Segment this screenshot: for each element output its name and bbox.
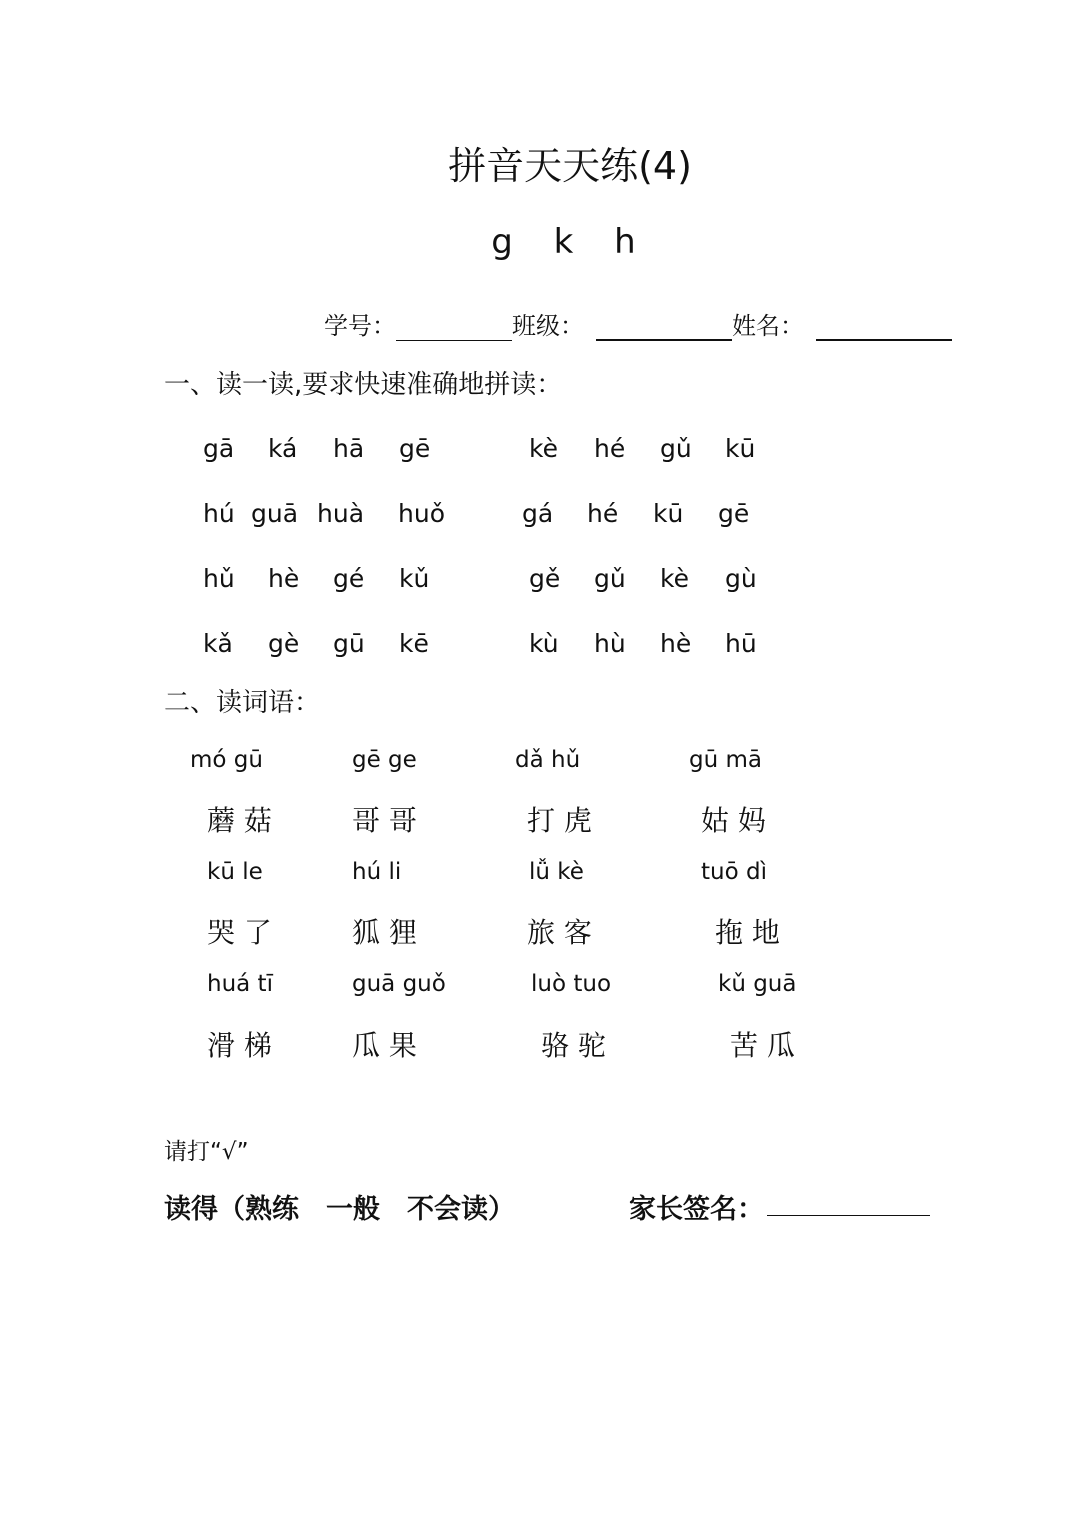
- pinyin-syllable: kū: [725, 434, 756, 463]
- pinyin-syllable: hé: [587, 499, 619, 528]
- pinyin-syllable: gā: [203, 434, 235, 463]
- word-pinyin: dǎ hǔ: [515, 747, 581, 773]
- pinyin-syllable: hè: [268, 564, 300, 593]
- word-hanzi: 狐 狸: [352, 916, 417, 949]
- pinyin-syllable: hé: [594, 434, 626, 463]
- word-hanzi: 姑 妈: [701, 804, 766, 837]
- pinyin-syllable: huǒ: [398, 499, 445, 528]
- letters-subtitle: g k h: [491, 222, 636, 262]
- word-hanzi: 哭 了: [207, 916, 272, 949]
- pinyin-syllable: guā: [251, 499, 299, 528]
- pinyin-syllable: gé: [333, 564, 365, 593]
- word-pinyin: huá tī: [207, 971, 273, 997]
- word-pinyin: hú li: [352, 859, 402, 885]
- word-hanzi: 蘑 菇: [207, 804, 272, 837]
- pinyin-syllable: gǔ: [594, 564, 626, 593]
- word-pinyin: luò tuo: [531, 971, 612, 997]
- pinyin-syllable: kè: [660, 564, 689, 593]
- pinyin-syllable: gè: [268, 629, 300, 658]
- word-pinyin: gū mā: [689, 747, 762, 773]
- pinyin-syllable: hū: [725, 629, 757, 658]
- class-label: 班级：: [512, 312, 584, 340]
- pinyin-syllable: kǔ: [399, 564, 430, 593]
- word-pinyin: gē ge: [352, 747, 417, 773]
- pinyin-syllable: kū: [653, 499, 684, 528]
- word-hanzi: 瓜 果: [352, 1029, 417, 1062]
- pinyin-syllable: kē: [399, 629, 429, 658]
- pinyin-syllable: hè: [660, 629, 692, 658]
- check-instruction: 请打“√”: [164, 1139, 249, 1165]
- section1-heading: 一、读一读,要求快速准确地拼读：: [164, 370, 563, 400]
- word-hanzi: 滑 梯: [207, 1029, 272, 1062]
- word-hanzi: 打 虎: [527, 804, 592, 837]
- name-field[interactable]: [816, 315, 952, 341]
- pinyin-syllable: ká: [268, 434, 298, 463]
- pinyin-syllable: huà: [317, 499, 365, 528]
- word-pinyin: kū le: [207, 859, 263, 885]
- pinyin-syllable: gá: [522, 499, 554, 528]
- word-pinyin: mó gū: [190, 747, 263, 773]
- pinyin-syllable: gù: [725, 564, 757, 593]
- number-field[interactable]: [396, 316, 512, 341]
- section2-heading: 二、读词语：: [164, 688, 321, 718]
- word-pinyin: lǚ kè: [529, 859, 584, 885]
- page-title: 拼音天天练(4): [448, 144, 692, 188]
- pinyin-syllable: hǔ: [203, 564, 235, 593]
- word-hanzi: 骆 驼: [541, 1029, 606, 1062]
- student-info: [324, 306, 952, 341]
- pinyin-syllable: gē: [718, 499, 750, 528]
- word-hanzi: 哥 哥: [352, 804, 417, 837]
- name-label: 姓名：: [732, 312, 804, 340]
- word-pinyin: tuō dì: [701, 859, 767, 885]
- pinyin-syllable: gě: [529, 564, 561, 593]
- parent-signature-label: 家长签名：: [629, 1194, 764, 1225]
- word-pinyin: guā guǒ: [352, 971, 446, 997]
- word-hanzi: 旅 客: [527, 916, 592, 949]
- parent-signature-field[interactable]: [767, 1215, 930, 1216]
- pinyin-syllable: hú: [203, 499, 235, 528]
- pinyin-syllable: kè: [529, 434, 558, 463]
- pinyin-syllable: hā: [333, 434, 365, 463]
- word-hanzi: 拖 地: [715, 916, 780, 949]
- pinyin-syllable: gē: [399, 434, 431, 463]
- pinyin-syllable: hù: [594, 629, 626, 658]
- word-pinyin: kǔ guā: [718, 971, 797, 997]
- pinyin-syllable: gū: [333, 629, 365, 658]
- number-label: 学号：: [324, 312, 396, 340]
- reading-level-options[interactable]: 读得（熟练 一般 不会读）: [164, 1194, 515, 1225]
- pinyin-syllable: gǔ: [660, 434, 692, 463]
- pinyin-syllable: kǎ: [203, 629, 233, 658]
- class-field[interactable]: [596, 315, 732, 341]
- word-hanzi: 苦 瓜: [730, 1029, 795, 1062]
- pinyin-syllable: kù: [529, 629, 559, 658]
